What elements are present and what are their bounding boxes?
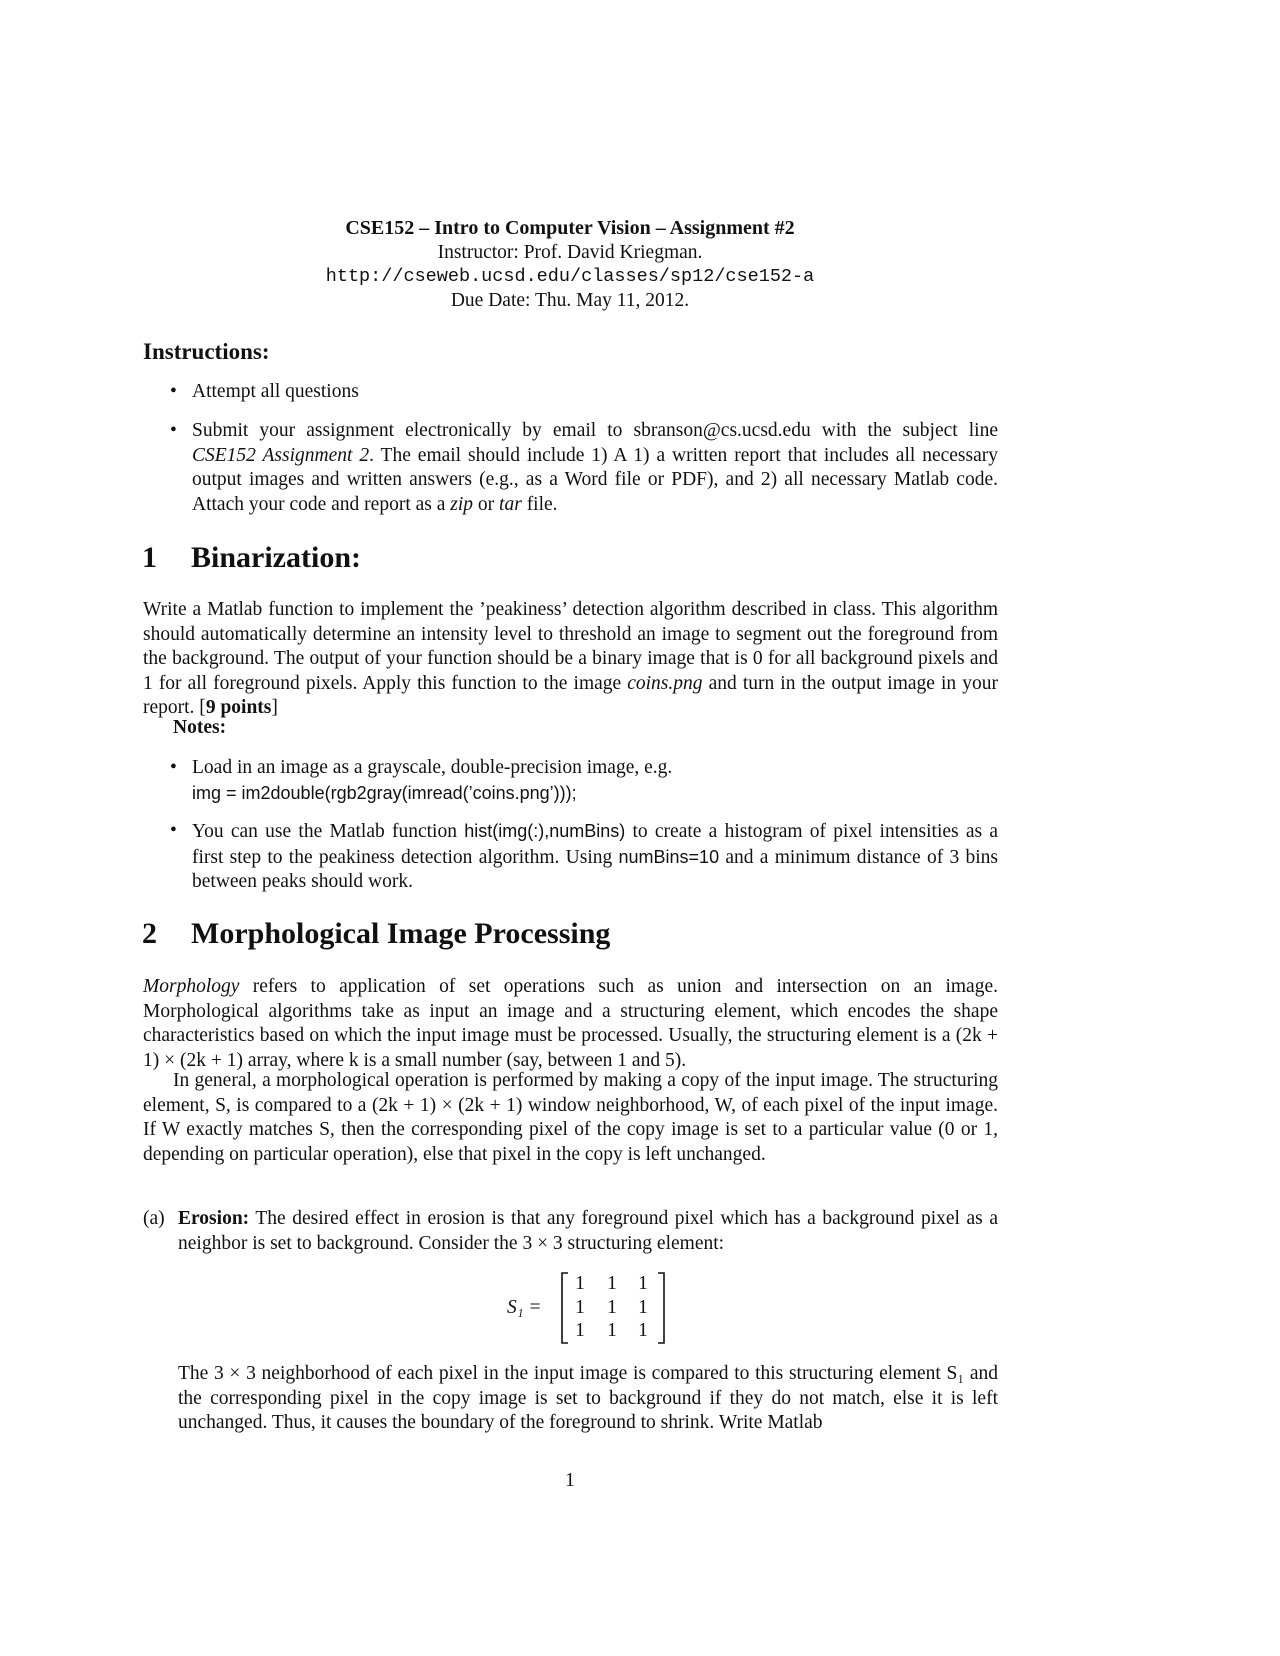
matrix-cell: 1 bbox=[638, 1320, 648, 1341]
item-a-label: (a) bbox=[143, 1208, 165, 1229]
bullet-icon: • bbox=[170, 381, 177, 402]
instruction-text-1: Attempt all questions bbox=[192, 381, 359, 402]
note-item-2 bbox=[170, 819, 998, 895]
section-1-text-end: ] bbox=[271, 697, 278, 719]
tar-term: tar bbox=[499, 493, 522, 515]
instructor-line: Instructor: Prof. David Kriegman. bbox=[437, 242, 703, 263]
section-2-paragraph-1 bbox=[143, 975, 998, 1073]
erosion-after-paragraph: The 3 × 3 neighborhood of each pixel in the input image is compared to this structuring element S₁ and the corresponding pixel in the copy image is set to background if they do not match, else it is left unchanged. Thus, it causes the boundary of the foreground to shrink. Write Matlab bbox=[178, 1363, 998, 1434]
note-1-text: Load in an image as a grayscale, double-precision image, e.g. bbox=[192, 757, 673, 778]
note-1-code: img = im2double(rgb2gray(imread(’coins.png’))); bbox=[192, 782, 577, 803]
instruction-item-1 bbox=[170, 380, 998, 405]
course-url[interactable]: http://cseweb.ucsd.edu/classes/sp12/cse152-a bbox=[325, 266, 815, 287]
matrix-label: S₁ = bbox=[507, 1297, 542, 1318]
numbins-code: numBins=10 bbox=[618, 846, 720, 867]
matrix-cell: 1 bbox=[638, 1273, 648, 1294]
section-2-title: Morphological Image Processing bbox=[191, 917, 611, 950]
erosion-term: Erosion: bbox=[178, 1208, 250, 1229]
instructions-heading: Instructions: bbox=[143, 339, 270, 364]
matrix-cell: 1 bbox=[607, 1320, 617, 1341]
email-subject: CSE152 Assignment 2 bbox=[192, 444, 370, 466]
section-2-paragraph-2: In general, a morphological operation is performed by making a copy of the input image. The structuring element, S, is compared to a (2k + 1) × (2k + 1) window neighborhood, W, of each pixel of the input image. If W exactly matches S, then the corresponding pixel of the copy image is set to a particular value (0 or 1, depending on particular operation), else that pixel in the copy is left unchanged. bbox=[143, 1070, 998, 1165]
instruction-item-2 bbox=[170, 419, 998, 517]
matrix-cell: 1 bbox=[575, 1297, 585, 1318]
notes-label: Notes: bbox=[173, 717, 227, 738]
matrix-cell: 1 bbox=[638, 1297, 648, 1318]
coins-file: coins.png bbox=[627, 672, 703, 694]
note-2-mid: to create a histogram of pixel intensities as a first step to the peakiness detection algorithm. Using bbox=[192, 821, 998, 868]
due-date: Due Date: Thu. May 11, 2012. bbox=[450, 290, 690, 311]
bullet-icon: • bbox=[170, 420, 177, 441]
section-2-number: 2 bbox=[142, 917, 157, 950]
points-label: 9 points bbox=[205, 697, 272, 719]
zip-term: zip bbox=[450, 493, 474, 515]
section-2-p1-text: refers to application of set operations such as union and intersection on an image. Morphological algorithms take as input an image and a structuring element, which encodes the shape characteristics based on which the input image must be processed. Usually, the structuring element is a (2k + 1) × (2k + 1) array, where k is a small number (say, between 1 and 5). bbox=[143, 976, 998, 1071]
morphology-term: Morphology bbox=[143, 976, 240, 997]
bullet-icon: • bbox=[170, 820, 177, 841]
note-item-1 bbox=[170, 756, 998, 805]
instruction-2-or: or bbox=[473, 493, 500, 515]
section-1-text: Write a Matlab function to implement the ’peakiness’ detection algorithm described in class. This algorithm should automatically determine an intensity level to threshold an image to segment out the foreground from the background. The output of your function should be a binary image that is 0 for all background pixels and 1 for all foreground pixels. Apply this function to the image bbox=[143, 599, 998, 694]
matrix-s1 bbox=[560, 1272, 666, 1344]
hist-code: hist(img(:),numBins) bbox=[464, 821, 626, 841]
erosion-text: The desired effect in erosion is that any foreground pixel which has a background pixel as a neighbor is set to background. Consider the 3 × 3 structuring element: bbox=[178, 1208, 998, 1254]
section-1-title: Binarization: bbox=[191, 541, 361, 574]
matrix-cell: 1 bbox=[607, 1297, 617, 1318]
document-title: CSE152 – Intro to Computer Vision – Assignment #2 bbox=[345, 217, 795, 239]
erosion-paragraph bbox=[178, 1207, 998, 1256]
instruction-2-post: file. bbox=[521, 493, 558, 515]
note-2-pre: You can use the Matlab function bbox=[192, 821, 465, 842]
note-2-post: and a minimum distance of 3 bins between peaks should work. bbox=[192, 846, 998, 893]
matrix-cell: 1 bbox=[575, 1320, 585, 1341]
bullet-icon: • bbox=[170, 757, 177, 778]
matrix-cell: 1 bbox=[607, 1273, 617, 1294]
section-1-paragraph bbox=[143, 598, 998, 721]
page-number: 1 bbox=[565, 1470, 575, 1491]
section-1-text-post: and turn in the output image in your report. [ bbox=[143, 672, 998, 719]
instruction-2-pre: Submit your assignment electronically by email to sbranson@cs.ucsd.edu with the subject line bbox=[192, 420, 998, 441]
section-1-number: 1 bbox=[142, 541, 157, 574]
instruction-2-mid: . The email should include 1) A 1) a written report that includes all necessary output images and written answers (e.g., as a Word file or PDF), and 2) all necessary Matlab code. Attach your code and report as a bbox=[192, 444, 998, 515]
matrix-cell: 1 bbox=[575, 1273, 585, 1294]
